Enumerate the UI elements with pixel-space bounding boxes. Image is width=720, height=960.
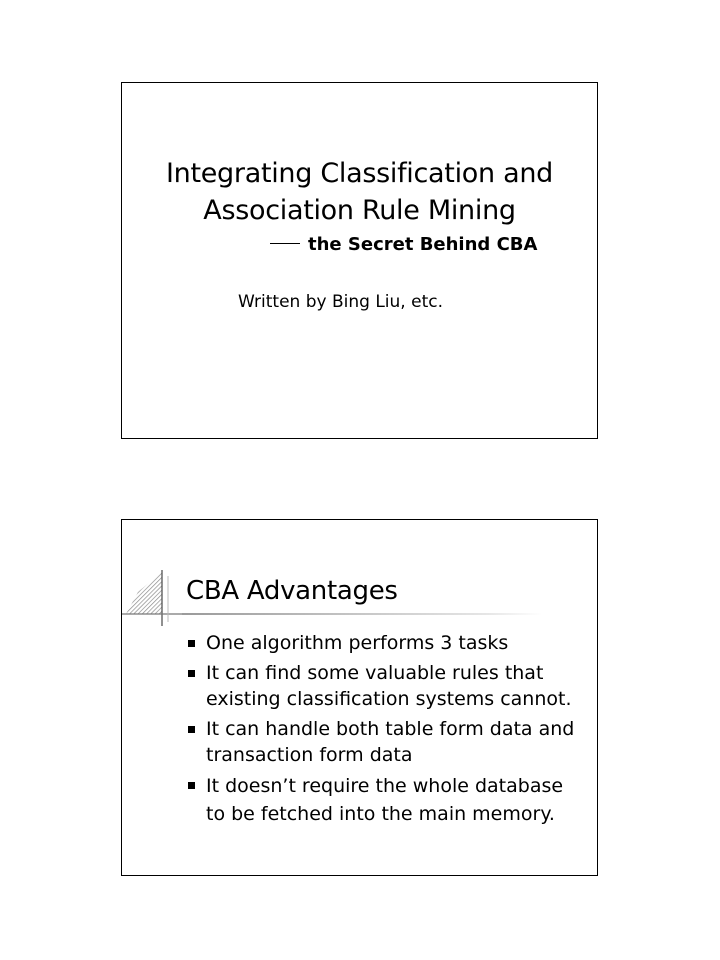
bullet-text-line-2: to be fetched into the main memory. xyxy=(206,803,555,825)
square-bullet-icon xyxy=(188,726,195,733)
bullet-item xyxy=(186,772,586,828)
slide-2 xyxy=(121,519,598,876)
bullet-text-line-2: transaction form data xyxy=(206,744,413,766)
bullet-text-line-2: existing classification systems cannot. xyxy=(206,688,572,710)
bullet-text-line-1: It can handle both table form data and xyxy=(206,718,575,740)
bullet-text-line-1: One algorithm performs 3 tasks xyxy=(206,632,509,654)
slide-2-title: CBA Advantages xyxy=(186,576,398,606)
bullet-list xyxy=(186,630,586,832)
bullet-text-line-1: It doesn’t require the whole database xyxy=(206,775,564,797)
slide-1 xyxy=(121,82,598,439)
bullet-item xyxy=(186,630,586,656)
bullet-item xyxy=(186,660,586,712)
slide-1-subtitle xyxy=(270,234,537,255)
corner-decoration-icon xyxy=(122,570,184,626)
square-bullet-icon xyxy=(188,670,195,677)
slide-1-title-line-2: Association Rule Mining xyxy=(203,195,516,226)
slide-1-author: Written by Bing Liu, etc. xyxy=(238,292,443,312)
bullet-item xyxy=(186,716,586,768)
title-underline xyxy=(182,613,542,615)
square-bullet-icon xyxy=(188,640,195,647)
square-bullet-icon xyxy=(188,782,195,789)
slide-1-subtitle-text: the Secret Behind CBA xyxy=(308,234,538,255)
bullet-text-line-1: It can find some valuable rules that xyxy=(206,662,544,684)
em-dash-line xyxy=(270,243,300,244)
slide-1-title-line-1: Integrating Classification and xyxy=(165,158,553,189)
slide-1-title xyxy=(122,155,597,229)
